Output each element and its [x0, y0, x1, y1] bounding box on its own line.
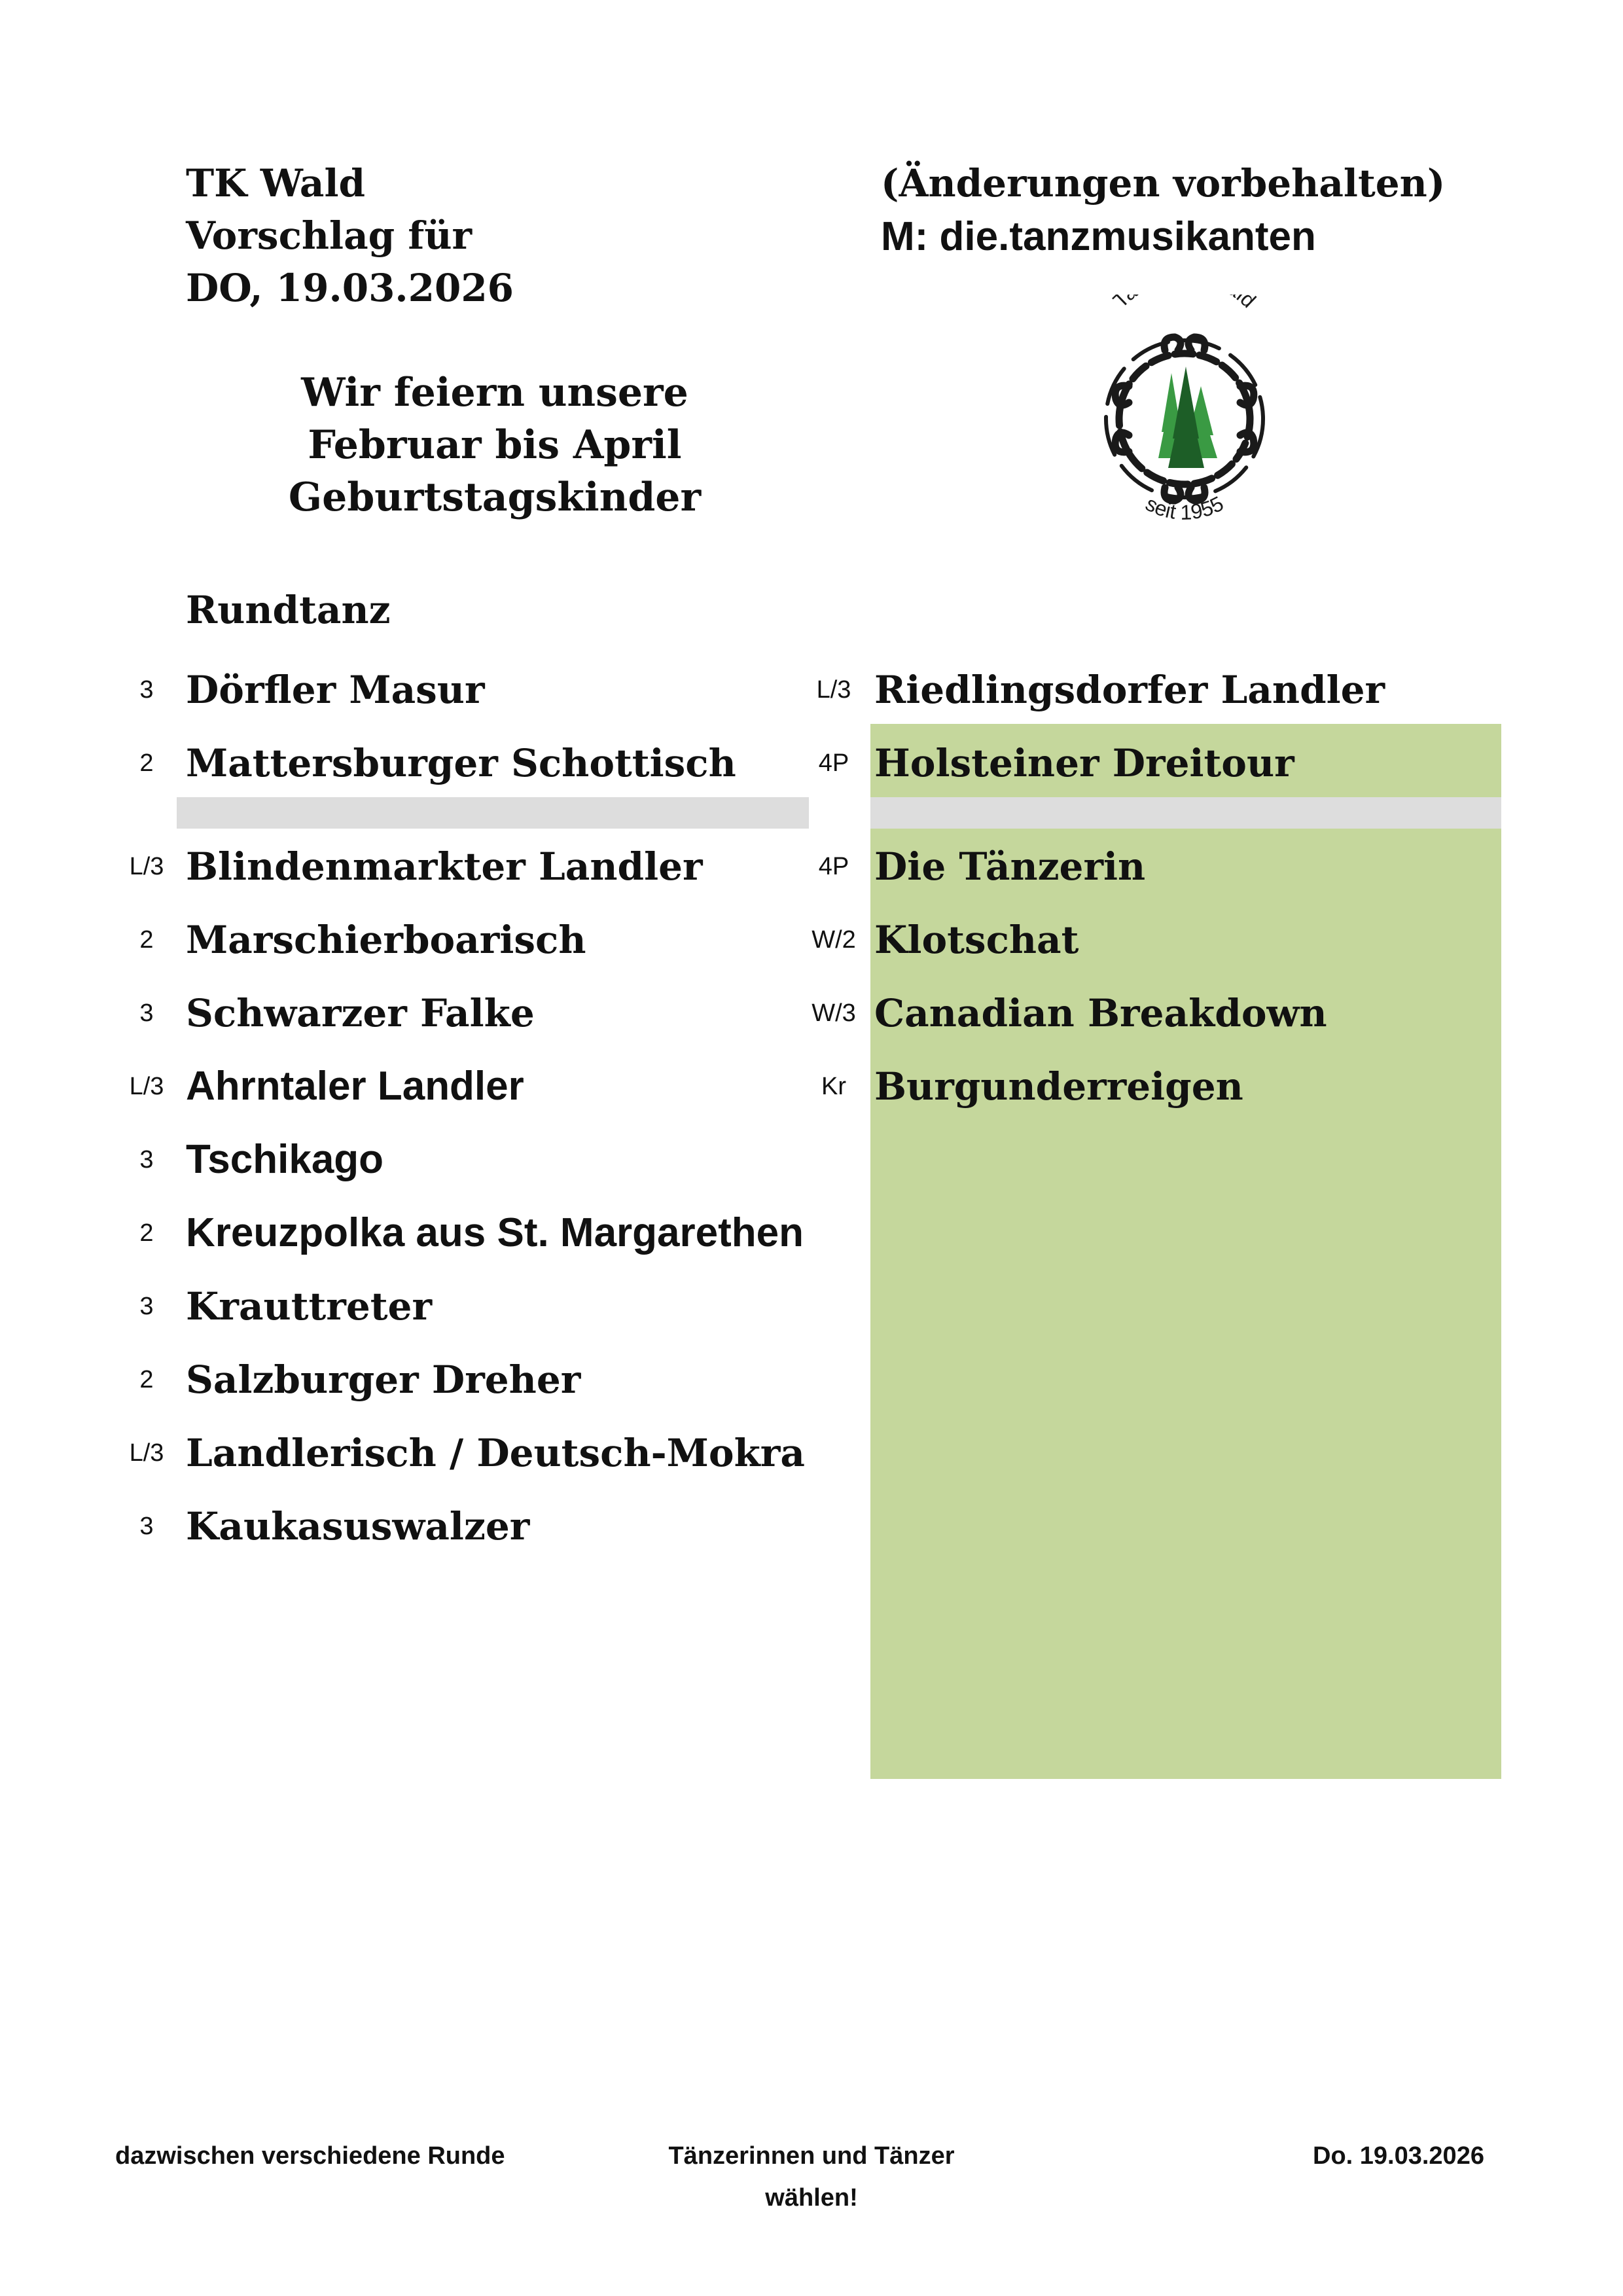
header-block	[186, 157, 514, 314]
dance-code: 3	[139, 1513, 154, 1540]
dance-code: W/3	[812, 999, 856, 1027]
dance-code: 3	[139, 1293, 154, 1320]
dance-code: L/3	[129, 1439, 164, 1467]
list-item	[801, 830, 1521, 903]
section-title: Rundtanz	[186, 588, 391, 632]
dance-name: Marschierboarisch	[186, 918, 586, 962]
dance-name: Die Tänzerin	[874, 844, 1146, 889]
list-item	[801, 903, 1521, 977]
change-notice: (Änderungen vorbehalten)	[881, 161, 1446, 206]
music-credit: M: die.tanzmusikanten	[881, 214, 1316, 259]
dance-name: Schwarzer Falke	[186, 991, 535, 1035]
list-item	[114, 977, 866, 1050]
dance-name: Blindenmarkter Landler	[186, 844, 703, 889]
list-item	[801, 653, 1521, 726]
logo-top-text: T d	[1108, 295, 1261, 313]
list-item	[114, 726, 866, 800]
list-item	[801, 726, 1521, 800]
dance-code: L/3	[129, 1073, 164, 1100]
separator-right	[870, 797, 1501, 829]
dance-code: 3	[139, 676, 154, 704]
occasion-line-3: Geburtstagskinder	[288, 475, 702, 520]
dance-name: Landlerisch / Deutsch-Mokra	[186, 1431, 805, 1475]
dance-name: Klotschat	[874, 918, 1079, 962]
dance-code: 2	[139, 749, 154, 777]
list-item	[114, 1123, 866, 1196]
list-item	[114, 653, 866, 726]
dance-code: Kr	[821, 1073, 846, 1100]
dance-name: Riedlingsdorfer Landler	[874, 668, 1385, 712]
list-item	[114, 1050, 866, 1123]
dance-name: Kaukasuswalzer	[186, 1504, 530, 1549]
occasion-line-2: Februar bis April	[308, 422, 682, 468]
list-item	[114, 1416, 866, 1490]
dance-name: Krauttreter	[186, 1284, 433, 1329]
list-item	[114, 1343, 866, 1416]
dance-name: Kreuzpolka aus St. Margarethen	[186, 1210, 804, 1255]
dance-name: Salzburger Dreher	[186, 1357, 581, 1402]
list-item	[114, 1196, 866, 1270]
list-item	[114, 1270, 866, 1343]
footer-center-line-1: Tänzerinnen und Tänzer	[668, 2142, 955, 2170]
list-item	[114, 830, 866, 903]
footer-date: Do. 19.03.2026	[1313, 2142, 1484, 2170]
event-date: DO, 19.03.2026	[186, 266, 514, 310]
list-item	[114, 1490, 866, 1563]
dance-name: Canadian Breakdown	[874, 991, 1327, 1035]
dance-code: L/3	[816, 676, 851, 704]
proposal-label: Vorschlag für	[186, 213, 473, 258]
logo-bottom-text: seit 1955	[1141, 491, 1228, 524]
dance-code: W/2	[812, 926, 856, 954]
dance-code: 4P	[818, 853, 849, 880]
footer-note-left: dazwischen verschiedene Runde	[115, 2142, 505, 2170]
dance-code: 2	[139, 1219, 154, 1247]
list-item	[801, 977, 1521, 1050]
dance-name: Tschikago	[186, 1137, 384, 1182]
footer-note-center	[628, 2135, 995, 2219]
dance-code: L/3	[129, 853, 164, 880]
list-item	[114, 903, 866, 977]
dance-code: 4P	[818, 749, 849, 777]
club-logo	[1073, 295, 1296, 530]
footer-center-line-2: wählen!	[765, 2184, 858, 2212]
trees-icon	[1158, 367, 1217, 468]
occasion-line-1: Wir feiern unsere	[301, 370, 688, 416]
dance-code: 3	[139, 999, 154, 1027]
dance-code: 2	[139, 926, 154, 954]
dance-name: Holsteiner Dreitour	[874, 741, 1294, 785]
dance-name: Ahrntaler Landler	[186, 1064, 524, 1109]
dance-name: Mattersburger Schottisch	[186, 741, 736, 785]
dance-code: 2	[139, 1366, 154, 1393]
list-item	[801, 1050, 1521, 1123]
occasion-block	[246, 367, 743, 524]
club-name: TK Wald	[186, 161, 366, 206]
separator-left	[177, 797, 809, 829]
dance-code: 3	[139, 1146, 154, 1174]
dance-name: Burgunderreigen	[874, 1064, 1243, 1109]
dance-name: Dörfler Masur	[186, 668, 485, 712]
